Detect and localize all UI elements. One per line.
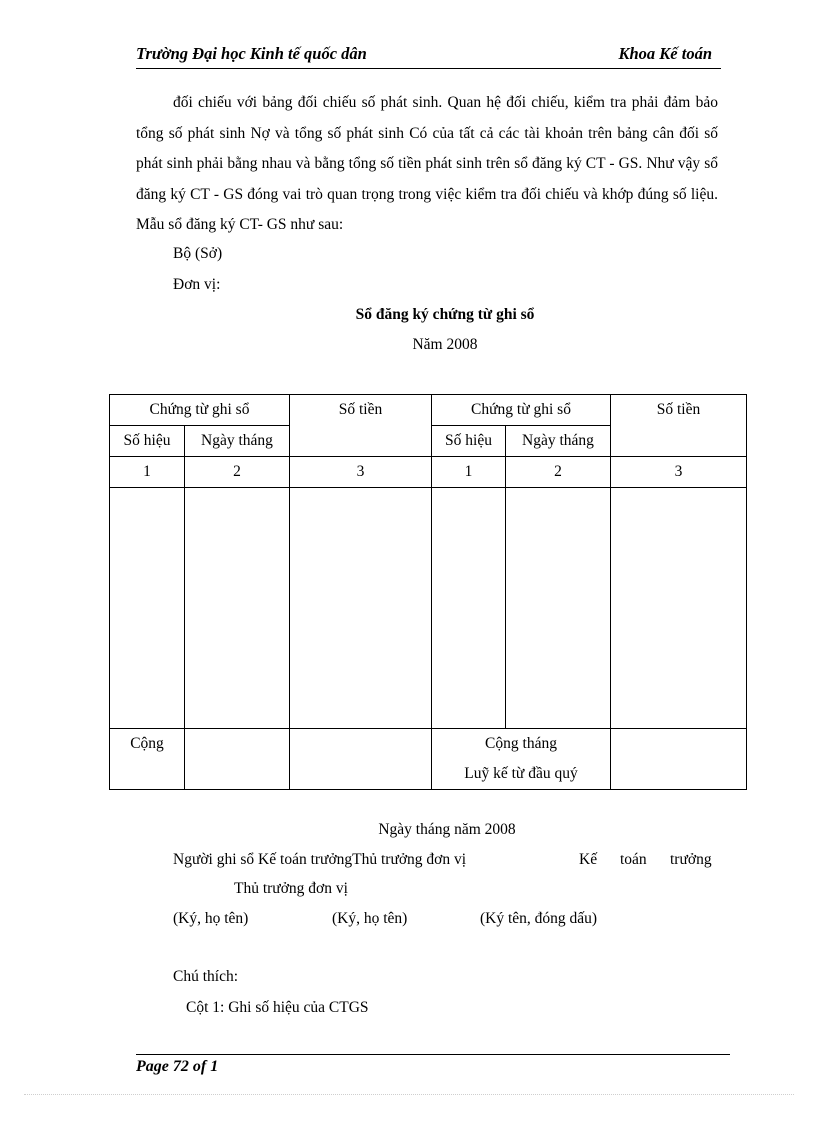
col-number: 2 [506, 457, 611, 488]
signature-date-line: Ngày tháng năm 2008 [378, 821, 516, 838]
col-number: 1 [110, 457, 185, 488]
empty-cell [611, 729, 747, 790]
total-label: Cộng [110, 729, 185, 790]
month-quarter-total-cell [432, 729, 611, 790]
right-amount-header: Số tiền [611, 395, 747, 457]
right-voucher-group-header: Chứng từ ghi sổ [432, 395, 611, 426]
header-school-name: Trường Đại học Kinh tế quốc dân [136, 44, 367, 63]
left-amount-header: Số tiền [290, 395, 432, 457]
col-number: 3 [290, 457, 432, 488]
ledger-table [109, 394, 747, 790]
signature-role-word: trưởng [670, 851, 712, 868]
signature-note-1: (Ký, họ tên) [173, 910, 249, 927]
signature-note-2: (Ký, họ tên) [332, 910, 408, 927]
empty-cell [185, 488, 290, 729]
table-header-row [110, 395, 747, 426]
page-number: Page 72 of 1 [136, 1058, 219, 1075]
notes-col1: Cột 1: Ghi số hiệu của CTGS [186, 999, 369, 1016]
empty-cell [185, 729, 290, 790]
col-number: 2 [185, 457, 290, 488]
signature-note-3: (Ký tên, đóng dấu) [480, 910, 598, 927]
form-year: Năm 2008 [412, 336, 478, 353]
empty-cell [290, 729, 432, 790]
month-total-label: Cộng tháng [485, 735, 557, 752]
left-number-header: Số hiệu [110, 426, 185, 457]
signature-role-word: Kế [579, 851, 598, 868]
ministry-label: Bộ (Sở) [173, 245, 223, 262]
signature-roles-line: Người ghi sổ Kế toán trưởngThủ trưởng đơn vị [173, 851, 467, 868]
column-number-row [110, 457, 747, 488]
left-date-header: Ngày tháng [185, 426, 290, 457]
empty-cell [290, 488, 432, 729]
notes-title: Chú thích: [173, 968, 239, 985]
empty-cell [506, 488, 611, 729]
unit-label: Đơn vị: [173, 276, 221, 293]
empty-cell [611, 488, 747, 729]
right-date-header: Ngày tháng [506, 426, 611, 457]
table-body-row [110, 488, 747, 729]
page-edge [24, 1094, 794, 1095]
col-number: 3 [611, 457, 747, 488]
signature-roles-line-2: Thủ trưởng đơn vị [234, 880, 348, 897]
right-number-header: Số hiệu [432, 426, 506, 457]
footer-rule [136, 1054, 730, 1055]
body-paragraph: đối chiếu với bảng đối chiếu số phát sinh. Quan hệ đối chiếu, kiểm tra phải đảm bảo tổng số phát sinh Nợ và tổng số phát sinh Có của tất cả các tài khoản trên bảng cân đối số phát sinh phải bằng nhau và bằng tổng số tiền phát sinh trên sổ đăng ký CT - GS. Như vậy sổ đăng ký CT - GS đóng vai trò quan trọng trong việc kiểm tra đối chiếu và khớp đúng số liệu. Mẫu sổ đăng ký CT- GS như sau: [136, 94, 718, 233]
quarter-cumulative-label: Luỹ kế từ đầu quý [464, 765, 578, 782]
empty-cell [432, 488, 506, 729]
left-voucher-group-header: Chứng từ ghi sổ [110, 395, 290, 426]
table-total-row [110, 729, 747, 790]
header-department: Khoa Kế toán [618, 44, 712, 63]
signature-role-word: toán [620, 851, 647, 868]
empty-cell [110, 488, 185, 729]
form-title: Sổ đăng ký chứng từ ghi sổ [355, 306, 535, 323]
col-number: 1 [432, 457, 506, 488]
header-rule [136, 68, 721, 69]
